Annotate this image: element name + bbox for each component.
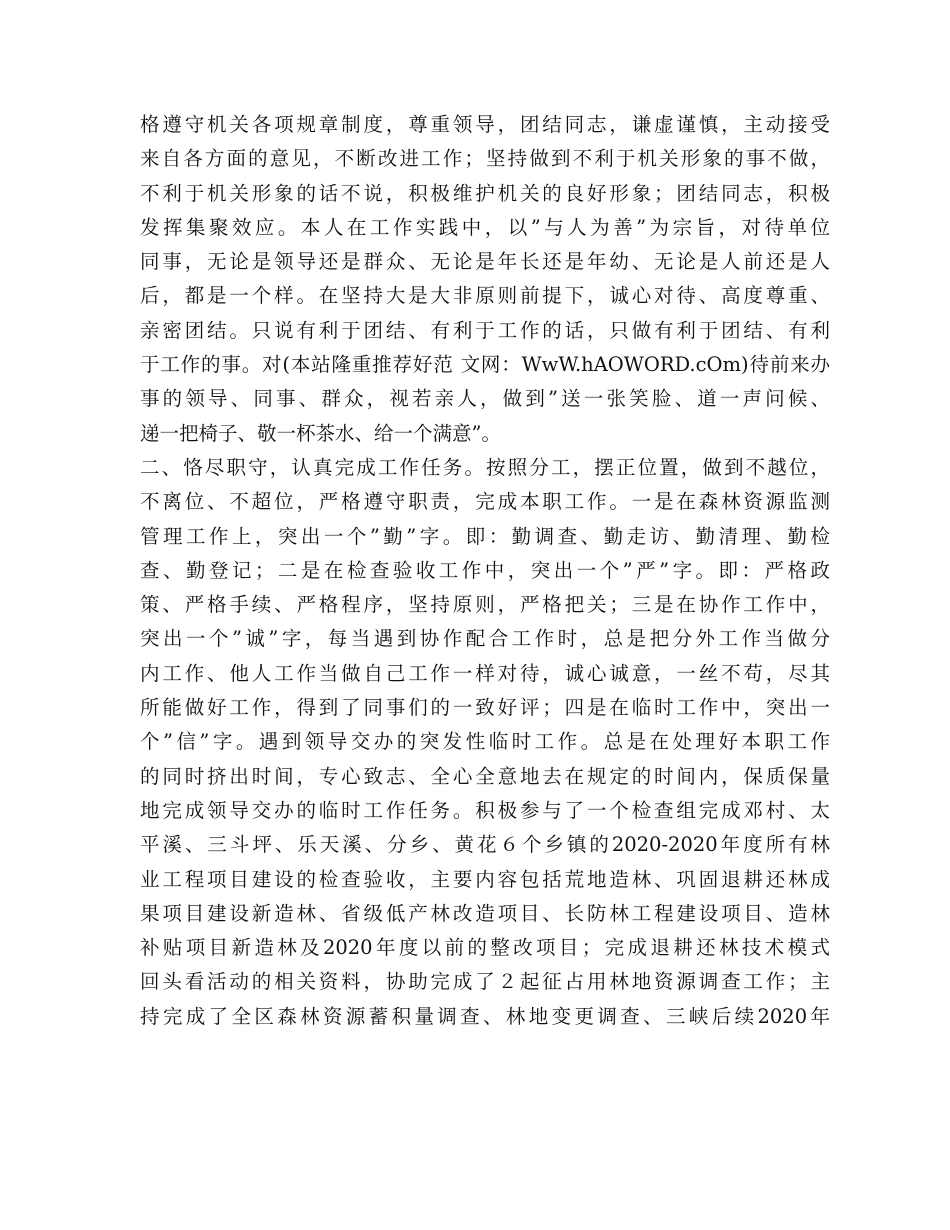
text-line: 不利于机关形象的话不说，积极维护机关的良好形象；团结同志，积极 bbox=[140, 181, 830, 205]
text-line: 持完成了全区森林资源蓄积量调查、林地变更调查、三峡后续2020年 bbox=[140, 1004, 830, 1028]
text-line: 格遵守机关各项规章制度，尊重领导，团结同志，谦虚谨慎，主动接受 bbox=[140, 113, 830, 136]
body-text bbox=[140, 108, 830, 1034]
text-line: 回头看活动的相关资料，协助完成了２起征占用林地资源调查工作；主 bbox=[140, 970, 830, 994]
text-line: 策、严格手续、严格程序，坚持原则，严格把关；三是在协作工作中， bbox=[140, 593, 830, 617]
text-line: 亲密团结。只说有利于团结、有利于工作的话，只做有利于团结、有利 bbox=[140, 318, 830, 342]
text-line: 同事，无论是领导还是群众、无论是年长还是年幼、无论是人前还是人 bbox=[140, 250, 830, 274]
text-line: 来自各方面的意见，不断改进工作；坚持做到不利于机关形象的事不做， bbox=[140, 147, 830, 171]
text-line: 递一把椅子、敬一杯茶水、给一个满意”。 bbox=[140, 421, 501, 445]
text-line: 补贴项目新造林及2020年度以前的整改项目；完成退耕还林技术模式 bbox=[140, 936, 830, 960]
text-line: 地完成领导交办的临时工作任务。积极参与了一个检查组完成邓村、太 bbox=[140, 798, 830, 822]
text-line: 突出一个”诚”字，每当遇到协作配合工作时，总是把分外工作当做分 bbox=[140, 627, 830, 651]
text-line: 平溪、三斗坪、乐天溪、分乡、黄花６个乡镇的2020-2020年度所有林 bbox=[140, 833, 830, 857]
text-line: 发挥集聚效应。本人在工作实践中，以”与人为善”为宗旨，对待单位 bbox=[140, 215, 830, 239]
text-line: 果项目建设新造林、省级低产林改造项目、长防林工程建设项目、造林 bbox=[140, 901, 830, 925]
text-line: 查、勤登记；二是在检查验收工作中，突出一个”严”字。即：严格政 bbox=[140, 558, 830, 582]
text-line: 业工程项目建设的检查验收，主要内容包括荒地造林、巩固退耕还林成 bbox=[140, 867, 830, 891]
text-line: 不离位、不超位，严格遵守职责，完成本职工作。一是在森林资源监测 bbox=[140, 490, 830, 514]
text-line: 内工作、他人工作当做自己工作一样对待，诚心诚意，一丝不苟，尽其 bbox=[140, 661, 830, 685]
text-line: 二、恪尽职守，认真完成工作任务。按照分工，摆正位置，做到不越位， bbox=[140, 455, 830, 479]
text-line: 所能做好工作，得到了同事们的一致好评；四是在临时工作中，突出一 bbox=[140, 696, 830, 720]
text-line: 的同时挤出时间，专心致志、全心全意地去在规定的时间内，保质保量 bbox=[140, 764, 830, 788]
text-line: 后，都是一个样。在坚持大是大非原则前提下，诚心对待、高度尊重、 bbox=[140, 284, 830, 308]
text-line: 管理工作上，突出一个”勤”字。即：勤调查、勤走访、勤清理、勤检 bbox=[140, 524, 830, 548]
text-line: 事的领导、同事、群众，视若亲人，做到”送一张笑脸、道一声问候、 bbox=[140, 387, 830, 411]
text-line: 于工作的事。对(本站隆重推荐好范 文网：WwW.hAOWORD.cOm)待前来办 bbox=[140, 353, 830, 377]
text-line: 个”信”字。遇到领导交办的突发性临时工作。总是在处理好本职工作 bbox=[140, 730, 830, 754]
